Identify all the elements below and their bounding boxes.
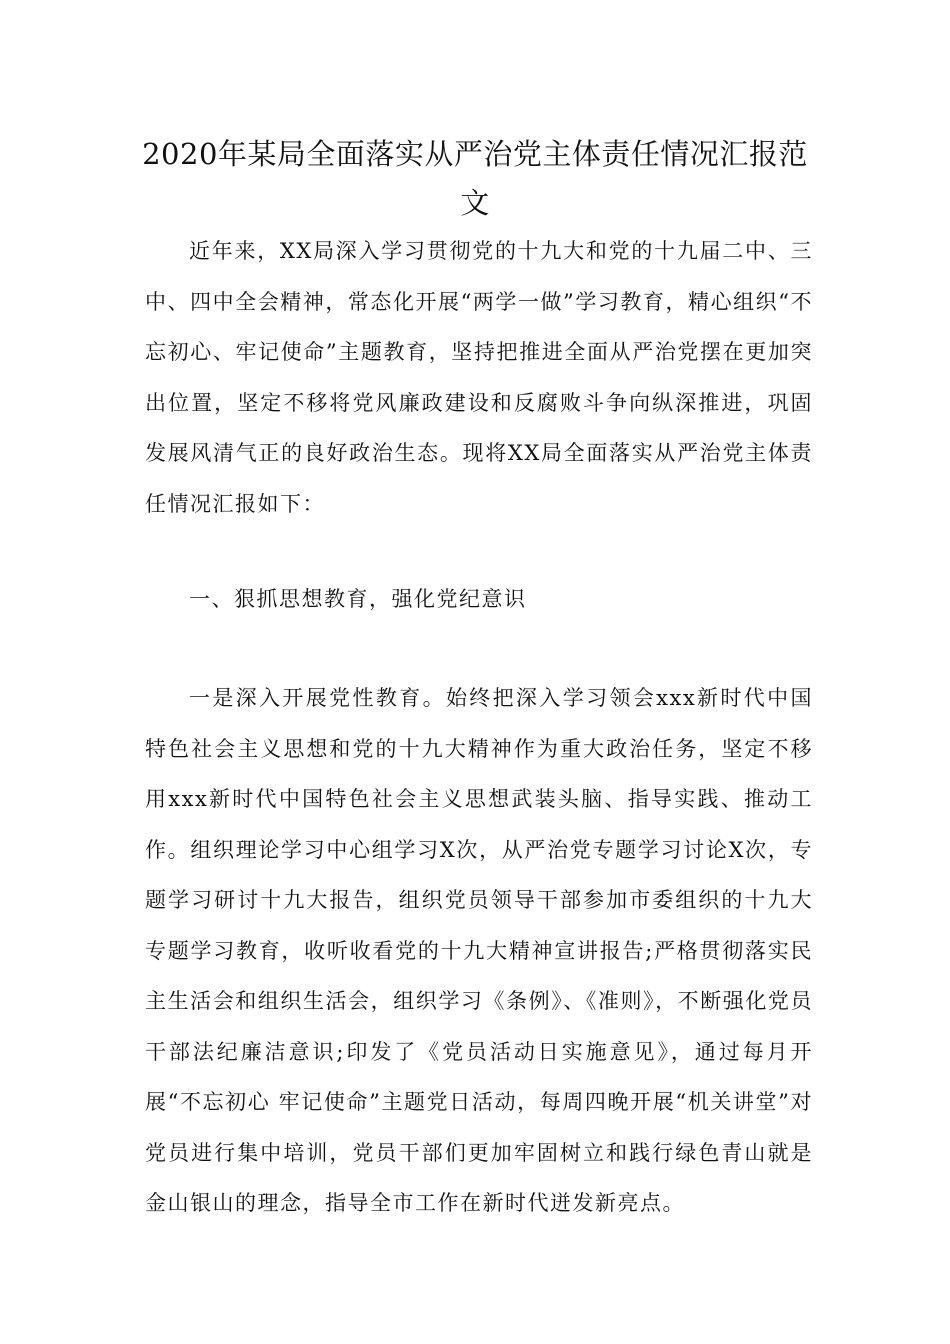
document-title: 2020年某局全面落实从严治党主体责任情况汇报范文 — [142, 137, 808, 220]
section-paragraph: 一是深入开展党性教育。始终把深入学习领会xxx新时代中国特色社会主义思想和党的十九大精神作为重大政治任务，坚定不移用xxx新时代中国特色社会主义思想武装头脑、指导实践、推动工作。组织理论学习中心组学习X次，从严治党专题学习讨论X次，专题学习研讨十九大报告，组织党员领导干部参加市委组织的十九大专题学习教育，收听收看党的十九大精神宣讲报告;严格贯彻落实民主生活会和组织生活会，组织学习《条例》、《准则》，不断强化党员干部法纪廉洁意识;印发了《党员活动日实施意见》，通过每月开展“不忘初心 牢记使命”主题党日活动，每周四晚开展“机关讲堂”对党员进行集中培训，党员干部们更加牢固树立和践行绿色青山就是金山银山的理念，指导全市工作在新时代迸发新亮点。 — [145, 686, 813, 1215]
intro-paragraph: 近年来，XX局深入学习贯彻党的十九大和党的十九届二中、三中、四中全会精神，常态化开展“两学一做”学习教育，精心组织“不忘初心、牢记使命”主题教育，坚持把推进全面从严治党摆在更加突出位置，坚定不移将党风廉政建设和反腐败斗争向纵深推进，巩固发展风清气正的良好政治生态。现将XX局全面落实从严治党主体责任情况汇报如下： — [145, 239, 813, 516]
section-heading: 一、狠抓思想教育，强化党纪意识 — [189, 587, 527, 611]
